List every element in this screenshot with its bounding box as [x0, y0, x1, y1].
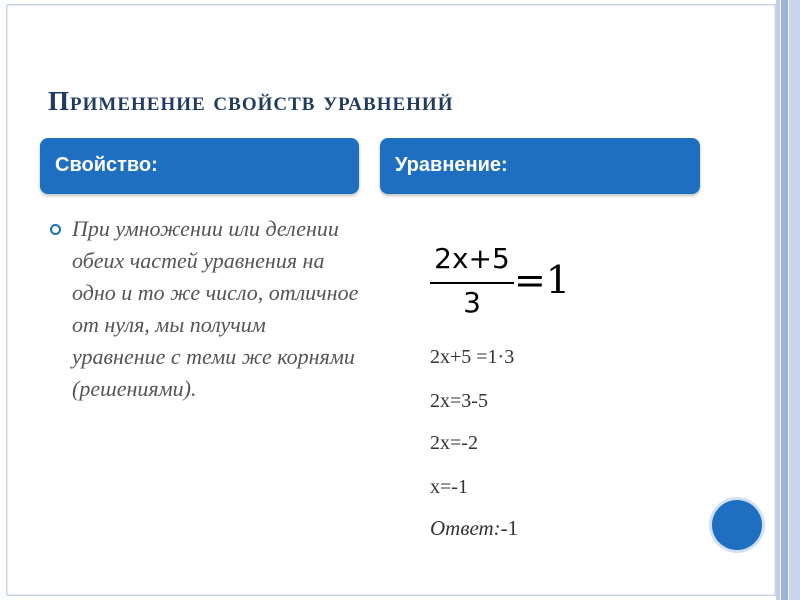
fraction-bar — [430, 282, 514, 284]
property-header — [40, 138, 359, 194]
solution-step: 2x=-2 — [430, 432, 478, 454]
answer-line — [430, 516, 518, 541]
nav-circle-icon[interactable] — [712, 500, 762, 550]
bullet-circle-icon — [50, 224, 61, 235]
property-text: При умножении или делении обеих частей уравнения на одно и то же число, отличное от нуля, мы получим уравнение с теми же корнями (решениями). — [72, 216, 359, 401]
decorative-stripe — [781, 0, 788, 600]
fraction-numerator: 2x+5 — [434, 242, 510, 275]
fraction-denominator: 3 — [463, 286, 481, 319]
slide-title: Применение свойств уравнений — [48, 86, 454, 116]
equation-header — [380, 138, 700, 194]
solution-step: 2x=3-5 — [430, 390, 488, 412]
answer-label: Ответ: — [430, 516, 501, 540]
solution-step: 2x+5 =1·3 — [430, 346, 515, 368]
equation-header-label: Уравнение: — [395, 154, 508, 176]
decorative-stripe — [789, 0, 800, 600]
decorative-stripe — [776, 0, 780, 600]
property-header-label: Свойство: — [55, 154, 158, 176]
solution-step: x=-1 — [430, 476, 468, 498]
equation-rhs: =1 — [514, 258, 571, 302]
answer-value: -1 — [500, 516, 519, 540]
